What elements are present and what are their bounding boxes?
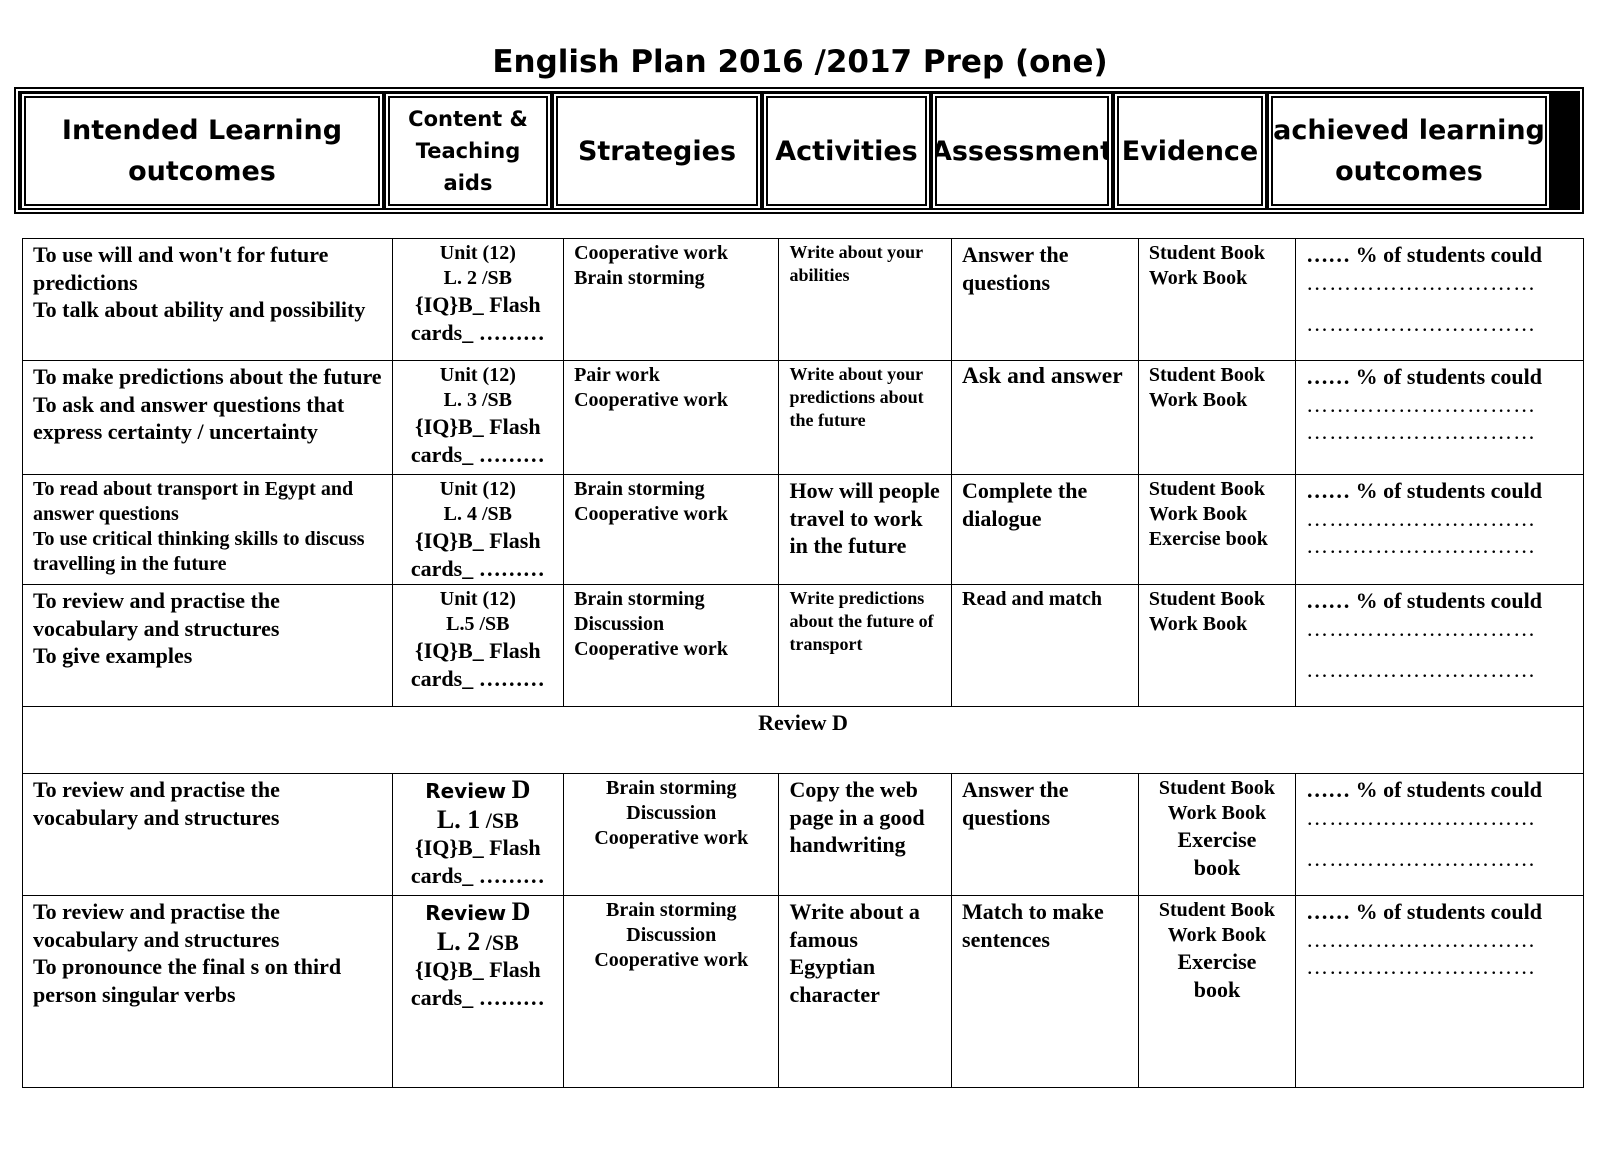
strategies-cell: Brain storming Discussion Cooperative work: [564, 585, 779, 707]
assessment-cell: Match to make sentences: [952, 896, 1139, 1088]
assessment-cell: Answer the questions: [952, 239, 1139, 361]
evidence-cell: Student Book Work Book: [1138, 585, 1295, 707]
achieved-cell: …… % of students could ………………………… …………………………: [1296, 774, 1584, 896]
content-cell: Unit (12) L. 4 /SB {IQ}B_ Flash cards_ ………: [392, 475, 564, 585]
outcomes-cell: To review and practise the vocabulary and structures: [23, 774, 393, 896]
header-intended-outcomes: Intended Learning outcomes: [24, 96, 380, 206]
evidence-cell: Student Book Work Book: [1138, 361, 1295, 475]
outcomes-cell: To review and practise the vocabulary and structures To pronounce the final s on third person singular verbs: [23, 896, 393, 1088]
header-activities: Activities: [766, 96, 927, 206]
content-cell: Unit (12) L.5 /SB {IQ}B_ Flash cards_ ………: [392, 585, 564, 707]
outcomes-cell: To use will and won't for future predictions To talk about ability and possibility: [23, 239, 393, 361]
activities-cell: Copy the web page in a good handwriting: [779, 774, 952, 896]
strategies-cell: Cooperative work Brain storming: [564, 239, 779, 361]
content-cell: Unit (12) L. 3 /SB {IQ}B_ Flash cards_ ………: [392, 361, 564, 475]
review-section-title: Review D: [23, 707, 1584, 774]
achieved-cell: …… % of students could ………………………… …………………………: [1296, 475, 1584, 585]
table-row: [23, 361, 1584, 475]
table-row: [23, 774, 1584, 896]
outcomes-cell: To make predictions about the future To ask and answer questions that express certainty / uncertainty: [23, 361, 393, 475]
outcomes-cell: To read about transport in Egypt and answer questions To use critical thinking skills to discuss travelling in the future: [23, 475, 393, 585]
table-row: [23, 896, 1584, 1088]
strategies-cell: Brain storming Discussion Cooperative work: [564, 896, 779, 1088]
header-content-aids: Content & Teaching aids: [388, 96, 548, 206]
header-achieved-outcomes: achieved learning outcomes: [1271, 96, 1547, 206]
strategies-cell: Brain storming Discussion Cooperative work: [564, 774, 779, 896]
plan-table: [22, 238, 1584, 1088]
activities-cell: Write predictions about the future of transport: [779, 585, 952, 707]
content-cell: Unit (12) L. 2 /SB {IQ}B_ Flash cards_ ………: [392, 239, 564, 361]
header-evidence: Evidence: [1117, 96, 1263, 206]
table-row: [23, 475, 1584, 585]
achieved-cell: …… % of students could ………………………… …………………………: [1296, 239, 1584, 361]
evidence-cell: Student Book Work Book Exercise book: [1138, 774, 1295, 896]
page-title: English Plan 2016 /2017 Prep (one): [492, 44, 1108, 80]
header-assessment: Assessment: [935, 96, 1109, 206]
activities-cell: Write about your abilities: [779, 239, 952, 361]
assessment-cell: Read and match: [952, 585, 1139, 707]
table-row: [23, 239, 1584, 361]
content-cell: Review D L. 2 /SB {IQ}B_ Flash cards_ ………: [392, 896, 564, 1088]
table-row: [23, 585, 1584, 707]
assessment-cell: Ask and answer: [952, 361, 1139, 475]
review-section-row: [23, 707, 1584, 774]
evidence-cell: Student Book Work Book: [1138, 239, 1295, 361]
assessment-cell: Complete the dialogue: [952, 475, 1139, 585]
assessment-cell: Answer the questions: [952, 774, 1139, 896]
achieved-cell: …… % of students could ………………………… …………………………: [1296, 585, 1584, 707]
strategies-cell: Pair work Cooperative work: [564, 361, 779, 475]
strategies-cell: Brain storming Cooperative work: [564, 475, 779, 585]
outcomes-cell: To review and practise the vocabulary and structures To give examples: [23, 585, 393, 707]
header-strategies: Strategies: [556, 96, 758, 206]
activities-cell: How will people travel to work in the future: [779, 475, 952, 585]
activities-cell: Write about your predictions about the future: [779, 361, 952, 475]
content-cell: Review D L. 1 /SB {IQ}B_ Flash cards_ ………: [392, 774, 564, 896]
achieved-cell: …… % of students could ………………………… …………………………: [1296, 361, 1584, 475]
activities-cell: Write about a famous Egyptian character: [779, 896, 952, 1088]
evidence-cell: Student Book Work Book Exercise book: [1138, 896, 1295, 1088]
evidence-cell: Student Book Work Book Exercise book: [1138, 475, 1295, 585]
achieved-cell: …… % of students could ………………………… …………………………: [1296, 896, 1584, 1088]
